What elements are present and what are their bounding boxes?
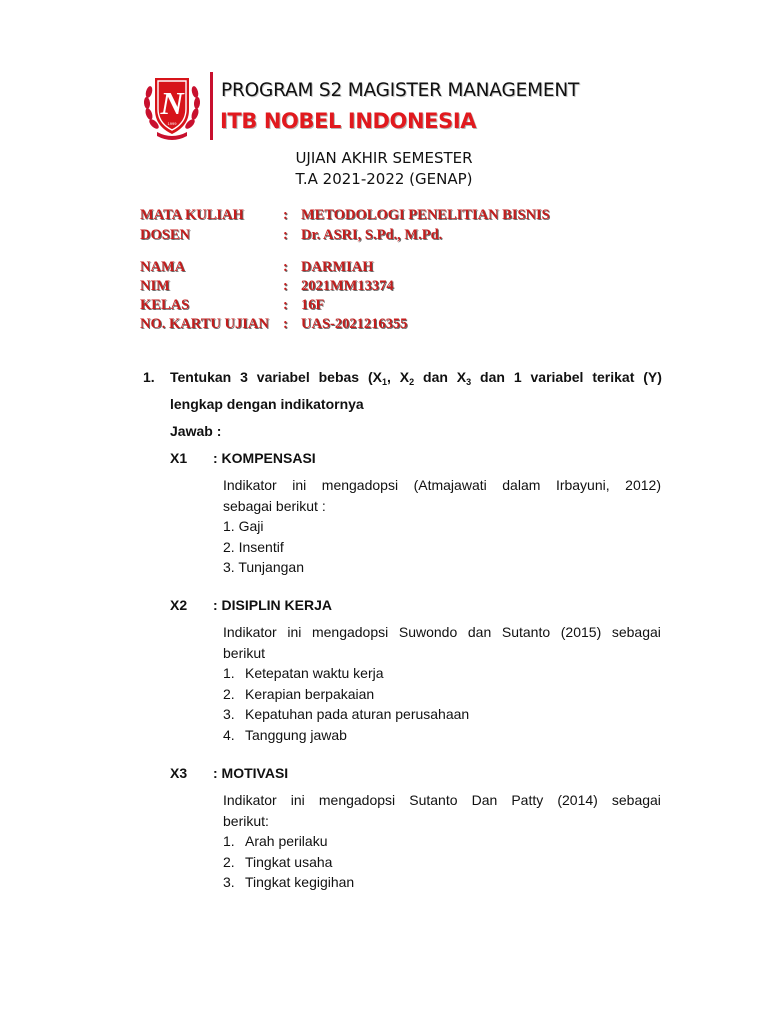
variable-name-x3: : MOTIVASI [213, 765, 289, 781]
logo-letter: N [160, 85, 184, 121]
info-colon: : [283, 259, 288, 275]
variable-intro-x3: Indikator ini mengadopsi Sutanto Dan Patty (2014) sebagai berikut: [223, 792, 661, 829]
word-x1: ($X_1$, [367, 369, 391, 387]
info-label: MATA KULIAH [140, 207, 244, 223]
variable-name-x1: : KOMPENSASI [213, 450, 316, 466]
info-label: NAMA [140, 259, 186, 275]
indicator-list-x2 [223, 663, 469, 745]
list-item: 4. Tanggung jawab [223, 726, 347, 743]
info-colon: : [283, 227, 288, 243]
info-label: DOSEN [140, 227, 190, 243]
word: bebas [318, 369, 360, 385]
list-item: 2. Kerapian berpakaian [223, 685, 375, 702]
word: variabel [256, 369, 310, 385]
exam-title: UJIAN AKHIR SEMESTER [295, 149, 473, 167]
list-item: 1. Arah perilaku [223, 833, 328, 849]
itb-nobel-logo [143, 70, 201, 142]
variable-name-x2: : DISIPLIN KERJA [213, 597, 333, 613]
word: (Y) [643, 369, 662, 385]
info-value: Dr. ASRI, S.Pd., M.Pd. [301, 227, 443, 243]
word: 1 [513, 369, 522, 385]
question-number: 1. [143, 369, 155, 385]
word: dan [480, 369, 505, 385]
info-value: METODOLOGI PENELITIAN BISNIS [301, 207, 550, 223]
program-title: PROGRAM S2 MAGISTER MANAGEMENT [221, 80, 580, 101]
word: 3 [240, 369, 248, 385]
word: variabel [530, 369, 584, 385]
info-colon: : [283, 316, 288, 332]
variable-intro-x1: Indikator ini mengadopsi (Atmajawati dalam Irbayuni, 2012) sebagai berikut : [223, 477, 661, 514]
list-item: 2. Tingkat usaha [223, 853, 333, 870]
list-item: 3. Tunjangan [223, 559, 304, 575]
info-value: 16F [301, 297, 325, 313]
list-item: 3. Tingkat kegigihan [223, 874, 355, 890]
question-line-1 [170, 369, 662, 387]
word: terikat [592, 369, 635, 385]
info-colon: : [283, 278, 288, 294]
list-item: 1. Ketepatan waktu kerja [223, 665, 384, 681]
info-label: NIM [140, 278, 170, 294]
logo-year: 1999 [167, 121, 177, 126]
variable-code-x2: X2 [170, 597, 188, 613]
answer-label: Jawab : [170, 423, 222, 439]
exam-year: T.A 2021-2022 (GENAP) [295, 170, 473, 188]
variable-code-x3: X3 [170, 765, 188, 781]
info-value: UAS-2021216355 [301, 316, 408, 332]
info-value: DARMIAH [301, 259, 374, 275]
list-item: 3. Kepatuhan pada aturan perusahaan [223, 706, 470, 722]
info-value: 2021MM13374 [301, 278, 394, 294]
indicator-list-x3 [223, 831, 354, 893]
word-x2: $X_2$ [399, 369, 415, 387]
word: Tentukan [170, 369, 232, 385]
info-colon: : [283, 297, 288, 313]
info-colon: : [283, 207, 288, 223]
institution-title: ITB NOBEL INDONESIA [220, 109, 477, 133]
info-label: KELAS [140, 297, 190, 313]
indicator-list-x1 [223, 516, 304, 578]
list-item: 1. Gaji [223, 518, 264, 534]
variable-intro-x2: Indikator ini mengadopsi Suwondo dan Sutanto (2015) sebagai berikut [223, 624, 661, 661]
word: dan [423, 369, 448, 385]
list-item: 2. Insentif [223, 538, 284, 555]
info-label: NO. KARTU UJIAN [140, 316, 269, 332]
variable-code-x1: X1 [170, 450, 188, 466]
question-line-2: lengkap dengan indikatornya [170, 396, 364, 412]
header-divider [210, 72, 213, 140]
word-x3: $X_3$ [456, 369, 472, 387]
